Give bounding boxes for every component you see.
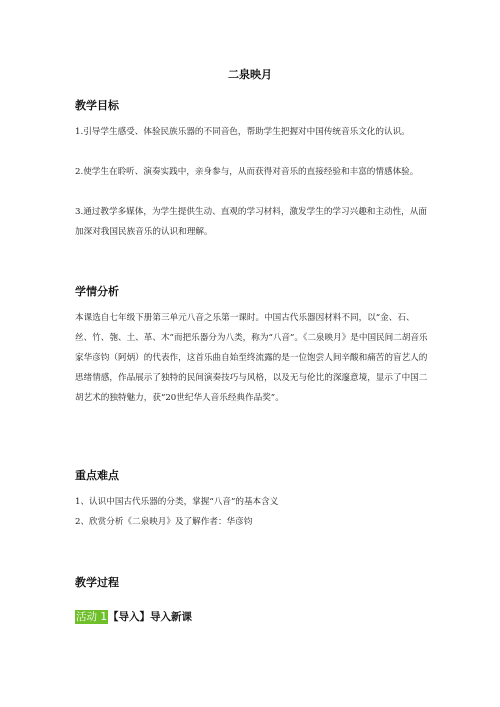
activity-title: 【导入】导入新课 (108, 611, 193, 623)
section-heading-goals: 教学目标 (75, 99, 119, 112)
activity-tag: 活动 1 (76, 611, 108, 623)
difficulty-item-1: 1、认识中国古代乐器的分类，掌握“八音”的基本含义 (75, 497, 279, 507)
difficulty-item-2: 2、欣赏分析《二泉映月》及了解作者：华彦钧 (75, 517, 253, 527)
analysis-paragraph: 本课选自七年级下册第三单元八音之乐第一课时。中国古代乐器因材料不同，以“金、石、丝、竹、匏、土、革、木”而把乐器分为八类，称为“八音”。《二泉映月》是中国民间二胡音乐家华彦钧（阿炳）的代表作，这首乐曲自始至终流露的是一位饱尝人间辛酸和痛苦的盲艺人的思绪情感，作品展示了独特的民间演奏技巧与风格，以及无与伦比的深邃意境，显示了中国二胡艺术的独特魅力，获“20世纪华人音乐经典作品奖”。 (75, 313, 428, 403)
goal-item-2: 2.使学生在聆听、演奏实践中，亲身参与，从而获得对音乐的直接经验和丰富的情感体验。 (75, 167, 419, 177)
activity-heading (75, 609, 192, 624)
section-heading-analysis: 学情分析 (75, 285, 119, 298)
section-heading-difficulties: 重点难点 (75, 469, 119, 482)
section-heading-process: 教学过程 (75, 576, 119, 589)
document-title: 二泉映月 (228, 68, 272, 81)
goal-item-1: 1.引导学生感受、体验民族乐器的不同音色，帮助学生把握对中国传统音乐文化的认识。 (75, 127, 410, 137)
goal-item-3: 3.通过教学多媒体，为学生提供生动、直观的学习材料，激发学生的学习兴趣和主动性，从面加深对我国民族音乐的认识和理解。 (75, 207, 427, 237)
